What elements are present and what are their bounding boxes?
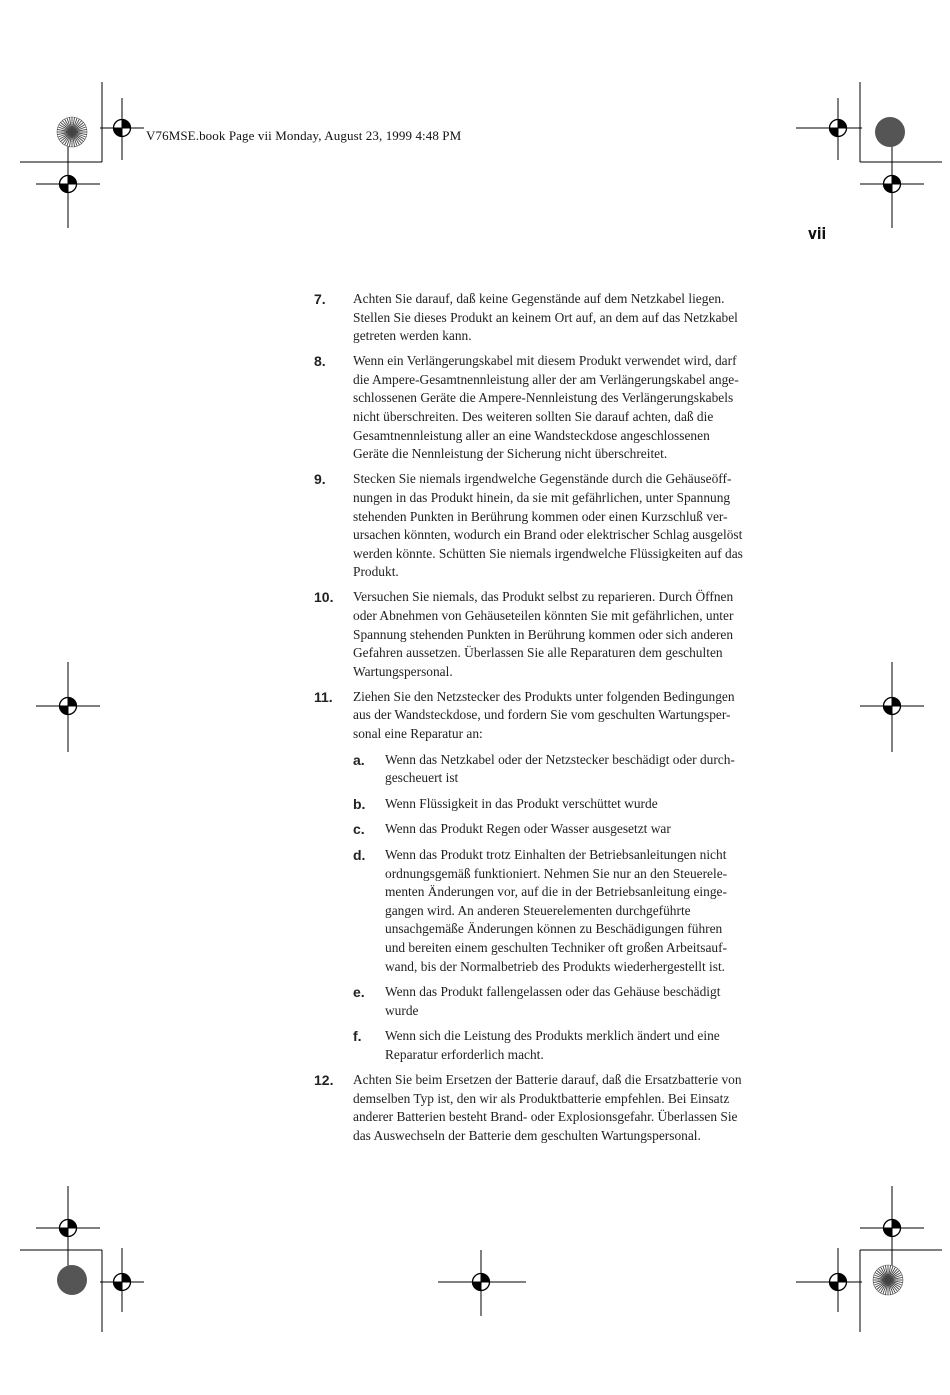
- starburst-mark: [57, 117, 87, 147]
- list-item: [314, 352, 764, 464]
- item-text-line: Achten Sie beim Ersetzen der Batterie darauf, daß die Ersatzbatterie von: [353, 1072, 742, 1088]
- item-text-line: Spannung stehenden Punkten in Berührung kommen oder sich anderen: [353, 626, 734, 642]
- sub-item-text-line: Wenn das Produkt fallengelassen oder das Gehäuse beschädigt: [385, 984, 721, 1000]
- sub-item-text-line: Wenn sich die Leistung des Produkts merklich ändert und eine: [385, 1028, 720, 1044]
- sub-item: [353, 751, 764, 788]
- list-item: [314, 588, 764, 681]
- item-text-line: Wartungspersonal.: [353, 663, 453, 679]
- sub-item-text-line: wurde: [385, 1002, 419, 1018]
- item-text-line: Wenn ein Verlängerungskabel mit diesem Produkt verwendet wird, darf: [353, 353, 737, 369]
- item-text-line: schlossenen Geräte die Ampere-Nennleistung des Verlängerungskabels: [353, 390, 734, 406]
- sub-item-letter: a.: [353, 751, 365, 768]
- sub-item-text-line: ordnungsgemäß funktioniert. Nehmen Sie nur an den Steuerele-: [385, 865, 728, 881]
- sub-item-text-line: menten Änderungen vor, auf die in der Betriebsanleitung einge-: [385, 884, 727, 900]
- sub-item-text-line: unsachgemäße Änderungen können zu Beschädigungen führen: [385, 921, 723, 937]
- list-item: [314, 290, 764, 346]
- item-text-line: die Ampere-Gesamtnennleistung aller der am Verlängerungskabel ange-: [353, 371, 739, 387]
- list-item: [314, 688, 764, 1065]
- item-text-line: Achten Sie darauf, daß keine Gegenstände auf dem Netzkabel liegen.: [353, 291, 725, 306]
- item-text-line: nicht überschreiten. Des weiteren sollten Sie darauf achten, daß die: [353, 409, 714, 425]
- sub-item: [353, 1027, 764, 1064]
- sub-item-text-line: und bereiten einem geschulten Techniker oft großen Arbeitsauf-: [385, 940, 728, 955]
- starburst-mark: [873, 1265, 903, 1295]
- sub-item-text-line: Wenn Flüssigkeit in das Produkt verschüttet wurde: [385, 795, 658, 811]
- item-text-line: nungen in das Produkt hinein, da sie mit gefährlichen, unter Spannung: [353, 489, 731, 505]
- header-slug: V76MSE.book Page vii Monday, August 23, 1999 4:48 PM: [146, 128, 462, 143]
- item-number: 7.: [314, 291, 326, 307]
- sub-item: [353, 983, 764, 1020]
- sub-item-text-line: gangen wird. An anderen Steuerelementen durchgeführte: [385, 902, 691, 918]
- sub-item-letter: e.: [353, 984, 365, 1001]
- item-text-line: Ziehen Sie den Netzstecker des Produkts unter folgenden Bedingungen: [353, 688, 735, 704]
- item-text-line: sonal eine Reparatur an:: [353, 726, 483, 742]
- item-text-line: getreten werden kann.: [353, 328, 472, 344]
- item-text-line: das Auswechseln der Batterie dem geschulten Wartungspersonal.: [353, 1127, 701, 1143]
- sub-item-text-line: Reparatur erforderlich macht.: [385, 1046, 544, 1062]
- item-number: 9.: [314, 471, 326, 488]
- item-text-line: aus der Wandsteckdose, und fordern Sie vom geschulten Wartungsper-: [353, 707, 731, 723]
- item-number: 10.: [314, 589, 334, 606]
- sub-item-letter: b.: [353, 795, 366, 812]
- item-text-line: ursachen könnten, wodurch ein Brand oder elektrischer Schlag ausgelöst: [353, 527, 743, 543]
- item-text-line: Stecken Sie niemals irgendwelche Gegenstände durch die Gehäuseöff-: [353, 471, 732, 487]
- item-text-line: Gefahren aussetzen. Überlassen Sie alle Reparaturen dem geschulten: [353, 645, 723, 661]
- sub-item-letter: c.: [353, 821, 365, 838]
- list-item: [314, 470, 764, 582]
- page-number: vii: [808, 224, 827, 243]
- list-item: [314, 1071, 764, 1145]
- sub-item-letter: f.: [353, 1028, 362, 1045]
- sub-item-text-line: gescheuert ist: [385, 770, 459, 786]
- instruction-list: [314, 290, 764, 1152]
- sub-item-text-line: Wenn das Netzkabel oder der Netzstecker beschädigt oder durch-: [385, 751, 735, 767]
- sub-item-text-line: Wenn das Produkt trotz Einhalten der Betriebsanleitungen nicht: [385, 847, 727, 863]
- item-number: 8.: [314, 353, 326, 370]
- item-text-line: oder Abnehmen von Gehäuseteilen könnten Sie mit gefährlichen, unter: [353, 608, 734, 623]
- item-number: 11.: [314, 688, 333, 705]
- item-text-line: werden könnte. Schütten Sie niemals irgendwelche Flüssigkeiten auf das: [353, 545, 743, 561]
- item-text-line: Produkt.: [353, 564, 399, 580]
- item-number: 12.: [314, 1072, 334, 1089]
- sub-item-text-line: Wenn das Produkt Regen oder Wasser ausgesetzt war: [385, 821, 671, 837]
- sub-item: [353, 820, 764, 839]
- sub-item-letter: d.: [353, 847, 366, 864]
- sub-item: [353, 846, 764, 976]
- item-text-line: Geräte die Nennleistung der Sicherung nicht überschreitet.: [353, 446, 668, 462]
- item-text-line: Gesamtnennleistung aller an eine Wandsteckdose angeschlossenen: [353, 427, 710, 443]
- sub-item: [353, 795, 764, 814]
- item-text-line: demselben Typ ist, den wir als Produktbatterie empfehlen. Bei Einsatz: [353, 1090, 730, 1106]
- item-text-line: Stellen Sie dieses Produkt an keinem Ort auf, an dem auf das Netzkabel: [353, 309, 738, 325]
- item-text-line: stehenden Punkten in Berührung kommen oder einen Kurzschluß ver-: [353, 508, 728, 524]
- item-text-line: Versuchen Sie niemals, das Produkt selbst zu reparieren. Durch Öffnen: [353, 589, 734, 605]
- sub-item-text-line: wand, bis der Normalbetrieb des Produkts wiederhergestellt ist.: [385, 958, 726, 974]
- item-text-line: anderer Batterien besteht Brand- oder Explosionsgefahr. Überlassen Sie: [353, 1109, 738, 1125]
